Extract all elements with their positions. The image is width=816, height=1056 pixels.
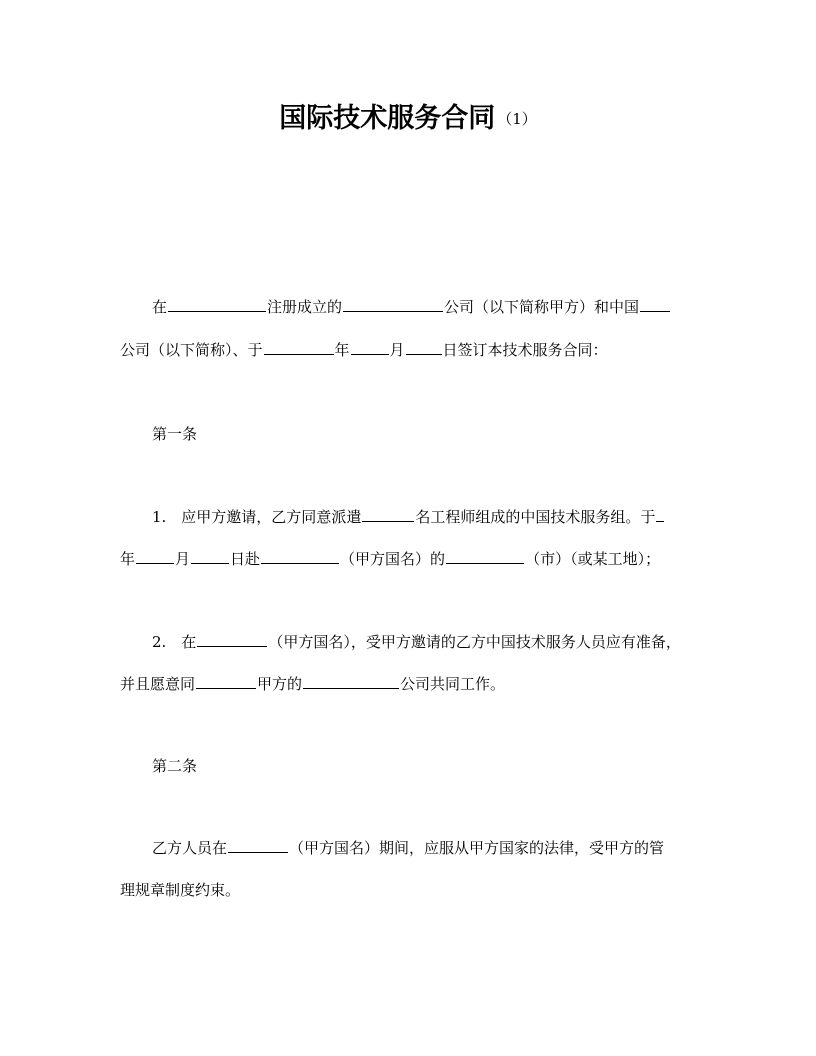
title-text: 国际技术服务合同 xyxy=(279,103,496,134)
para-text: 公司共同工作。 xyxy=(400,675,506,693)
para-text: 乙方人员在 xyxy=(152,839,228,857)
blank-field xyxy=(351,340,389,355)
para-text: 2. 在 xyxy=(152,633,197,651)
intro-text: 在 xyxy=(152,298,168,316)
blank-field xyxy=(362,507,414,522)
blank-field xyxy=(343,297,443,312)
intro-text: 公司（以下简称）、于 xyxy=(120,341,263,359)
blank-field xyxy=(303,674,399,689)
para-text: 名工程师组成的中国技术服务组。于 xyxy=(415,508,656,526)
article-1-heading xyxy=(152,424,197,444)
intro-text: 月 xyxy=(389,341,405,359)
intro-text: 公司（以下简称甲方）和中国 xyxy=(444,298,640,316)
article-1-para-1-line-2 xyxy=(120,549,660,569)
para-text: （甲方国名）的 xyxy=(340,550,446,568)
para-text: 甲方的 xyxy=(257,675,303,693)
para-text: 1. 应甲方邀请，乙方同意派遣 xyxy=(152,508,362,526)
blank-field xyxy=(196,674,256,689)
para-text: （甲方国名），受甲方邀请的乙方中国技术服务人员应有准备， xyxy=(268,633,681,651)
article-2-heading xyxy=(152,756,197,776)
heading-text: 第一条 xyxy=(152,425,198,443)
document-title xyxy=(0,96,816,135)
para-text: 年 xyxy=(120,550,136,568)
blank-field xyxy=(656,507,664,522)
blank-field xyxy=(168,297,266,312)
para-text: 理规章制度约束。 xyxy=(120,881,241,899)
para-text: 日赴 xyxy=(230,550,261,568)
intro-line-1 xyxy=(152,297,671,317)
para-text: （甲方国名）期间，应服从甲方国家的法律，受甲方的管 xyxy=(289,839,665,857)
blank-field xyxy=(640,297,670,312)
title-suffix: （1） xyxy=(497,110,537,128)
blank-field xyxy=(446,549,524,564)
blank-field xyxy=(197,632,267,647)
article-2-para-1-line-2 xyxy=(120,880,240,900)
blank-field xyxy=(261,549,339,564)
article-1-para-1-line-1 xyxy=(152,507,665,527)
blank-field xyxy=(191,549,229,564)
para-text: 月 xyxy=(175,550,191,568)
article-1-para-2-line-1 xyxy=(152,632,681,652)
intro-text: 年 xyxy=(334,341,350,359)
para-text: （市）（或某工地）； xyxy=(525,550,661,568)
para-text: 并且愿意同 xyxy=(120,675,196,693)
blank-field xyxy=(136,549,174,564)
intro-text: 日签订本技术服务合同： xyxy=(442,341,608,359)
article-1-para-2-line-2 xyxy=(120,674,505,694)
heading-text: 第二条 xyxy=(152,757,198,775)
intro-text: 注册成立的 xyxy=(267,298,343,316)
blank-field xyxy=(406,340,442,355)
blank-field xyxy=(228,838,288,853)
article-2-para-1-line-1 xyxy=(152,838,664,858)
intro-line-2 xyxy=(120,340,608,360)
blank-field xyxy=(264,340,334,355)
